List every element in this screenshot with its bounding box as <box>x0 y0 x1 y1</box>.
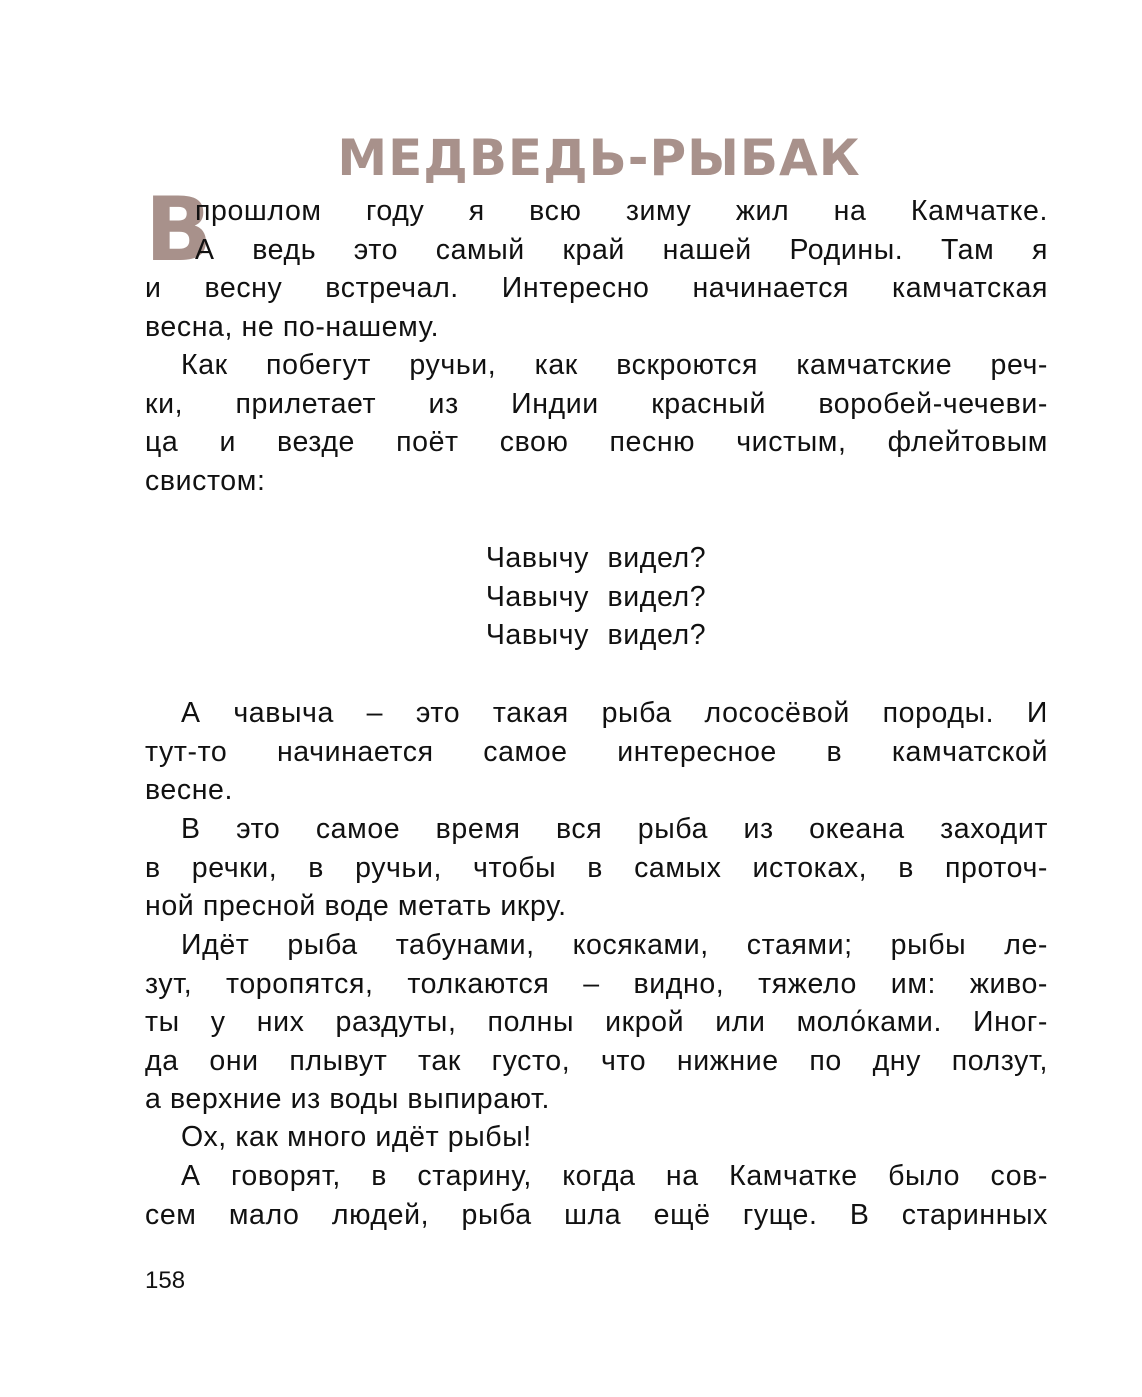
verse-line: Чавычу видел? <box>485 542 707 574</box>
text-line: зут, торопятся, толкаются – видно, тяжело им: живо- <box>145 967 1048 1000</box>
paragraph-5 <box>145 926 1048 1119</box>
text-line: прошлом году я всю зиму жил на Камчатке. <box>195 195 1048 227</box>
text-line: весне. <box>145 774 234 807</box>
text-line: и весну встречал. Интересно начинается камчатская <box>145 272 1048 305</box>
text-line: в речки, в ручьи, чтобы в самых истоках, в проточ- <box>145 851 1048 884</box>
paragraph-6 <box>145 1118 1048 1157</box>
verse-line: Чавычу видел? <box>485 619 707 652</box>
text-line: А чавыча – это такая рыба лососёвой породы. И <box>181 697 1048 729</box>
text-line: А говорят, в старину, когда на Камчатке было сов- <box>181 1160 1048 1192</box>
bird-song-verse <box>0 539 1142 655</box>
text-line: Ох, как много идёт рыбы! <box>181 1121 532 1153</box>
text-line: тут-то начинается самое интересное в камчатской <box>145 735 1048 768</box>
verse-line: Чавычу видел? <box>485 580 707 613</box>
paragraph-3 <box>145 694 1048 810</box>
text-line: ки, прилетает из Индии красный воробей-чечеви- <box>145 387 1048 420</box>
paragraph-2 <box>145 346 1048 500</box>
text-line: Как побегут ручьи, как вскроются камчатские реч- <box>181 349 1048 381</box>
text-line: а верхние из воды выпирают. <box>145 1083 551 1116</box>
text-line: А ведь это самый край нашей Родины. Там я <box>195 233 1048 266</box>
paragraph-4 <box>145 810 1048 926</box>
text-line: ца и везде поёт свою песню чистым, флейтовым <box>145 426 1048 459</box>
text-line: Идёт рыба табунами, косяками, стаями; рыбы ле- <box>181 929 1048 961</box>
drop-cap: В <box>145 178 213 281</box>
story-title: МЕДВЕДЬ-РЫБАК <box>337 128 861 187</box>
text-line: свистом: <box>145 464 266 497</box>
text-line: да они плывут так густо, что нижние по дну ползут, <box>145 1044 1048 1077</box>
text-line: В это самое время вся рыба из океана заходит <box>181 813 1048 845</box>
text-line: ной пресной воде метать икру. <box>145 890 567 923</box>
text-line: ты у них раздуты, полны икрой или моло́ками. Иног- <box>145 1006 1048 1039</box>
paragraph-7 <box>145 1157 1048 1234</box>
text-line: сем мало людей, рыба шла ещё гуще. В старинных <box>145 1198 1048 1231</box>
paragraph-1 <box>145 178 1048 346</box>
text-line: весна, не по-нашему. <box>145 310 440 343</box>
page-number: 158 <box>145 1267 186 1294</box>
